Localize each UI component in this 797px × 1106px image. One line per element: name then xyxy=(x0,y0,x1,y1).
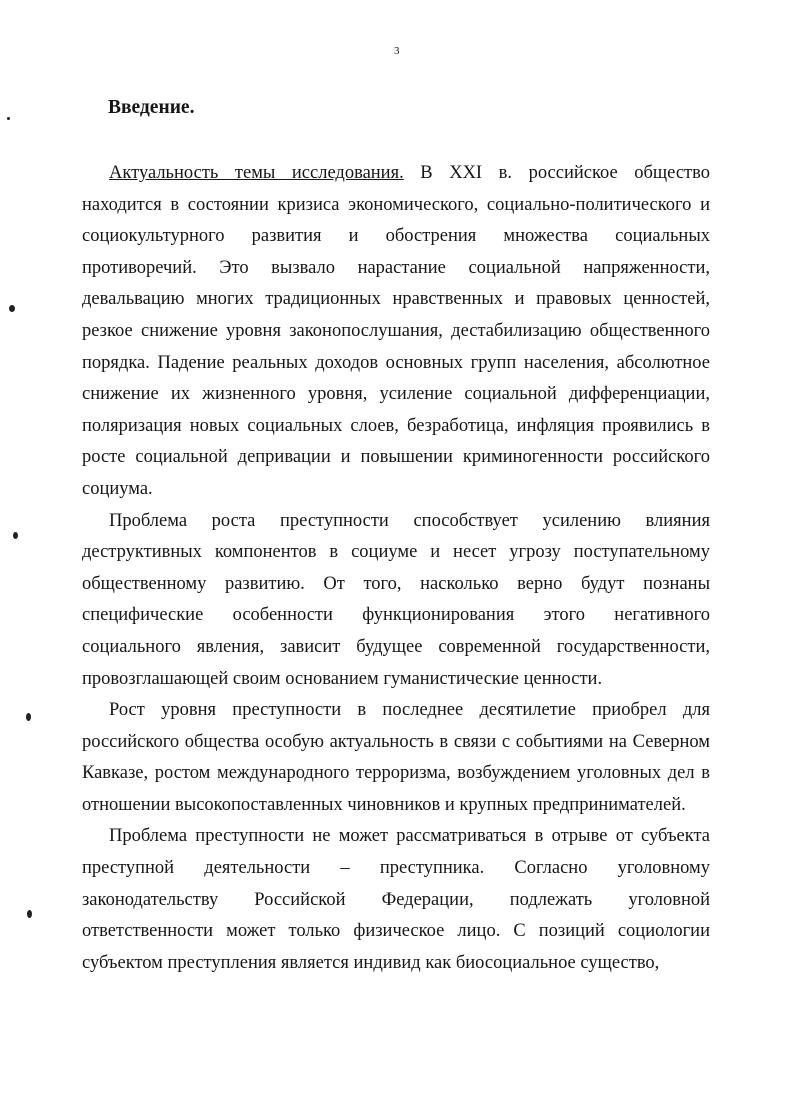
paragraph-text: Рост уровня преступности в последнее десятилетие приобрел для российского общества особую актуальность в связи с событиями на Северном Кавказе, ростом международного терроризма, возбуждением уголовных дел в отношении высокопоставленных чиновников и крупных предпринимателей. xyxy=(82,700,710,815)
paragraph-text: В XXI в. российское общество находится в состоянии кризиса экономического, социально-политического и социокультурного развития и обострения множества социальных противоречий. Это вызвало нарастание социальной напряженности, девальвацию многих традиционных нравственных и правовых ценностей, резкое снижение уровня законопослушания, дестабилизацию общественного порядка. Падение реальных доходов основных групп населения, абсолютное снижение их жизненного уровня, усиление социальной дифференциации, поляризация новых социальных слоев, безработица, инфляция проявились в росте социальной депривации и повышении криминогенности российского социума. xyxy=(82,163,711,499)
punch-mark xyxy=(9,305,15,312)
paragraph-text: Проблема преступности не может рассматриваться в отрыве от субъекта преступной деятельности – преступника. Согласно уголовному законодательству Российской Федерации, подлежать уголовной ответственности может только физическое лицо. С позиций социологии субъектом преступления является индивид как биосоциальное существо, xyxy=(82,826,710,973)
body-text xyxy=(82,158,710,979)
paragraph-4 xyxy=(82,821,710,979)
paragraph-2 xyxy=(82,506,710,696)
paragraph-3 xyxy=(82,695,710,821)
punch-mark xyxy=(26,713,31,721)
paragraph-lead: Актуальность темы исследования. xyxy=(109,163,404,183)
paragraph-1 xyxy=(82,158,710,506)
page-number: 3 xyxy=(394,45,400,57)
punch-mark xyxy=(27,910,32,918)
paragraph-text: Проблема роста преступности способствует усилению влияния деструктивных компонентов в социуме и несет угрозу поступательному общественному развитию. От того, насколько верно будут познаны специфические особенности функционирования этого негативного социального явления, зависит будущее современной государственности, провозглашающей своим основанием гуманистические ценности. xyxy=(82,510,710,689)
punch-mark xyxy=(7,117,10,120)
punch-mark xyxy=(13,532,18,539)
section-heading: Введение. xyxy=(108,97,195,118)
